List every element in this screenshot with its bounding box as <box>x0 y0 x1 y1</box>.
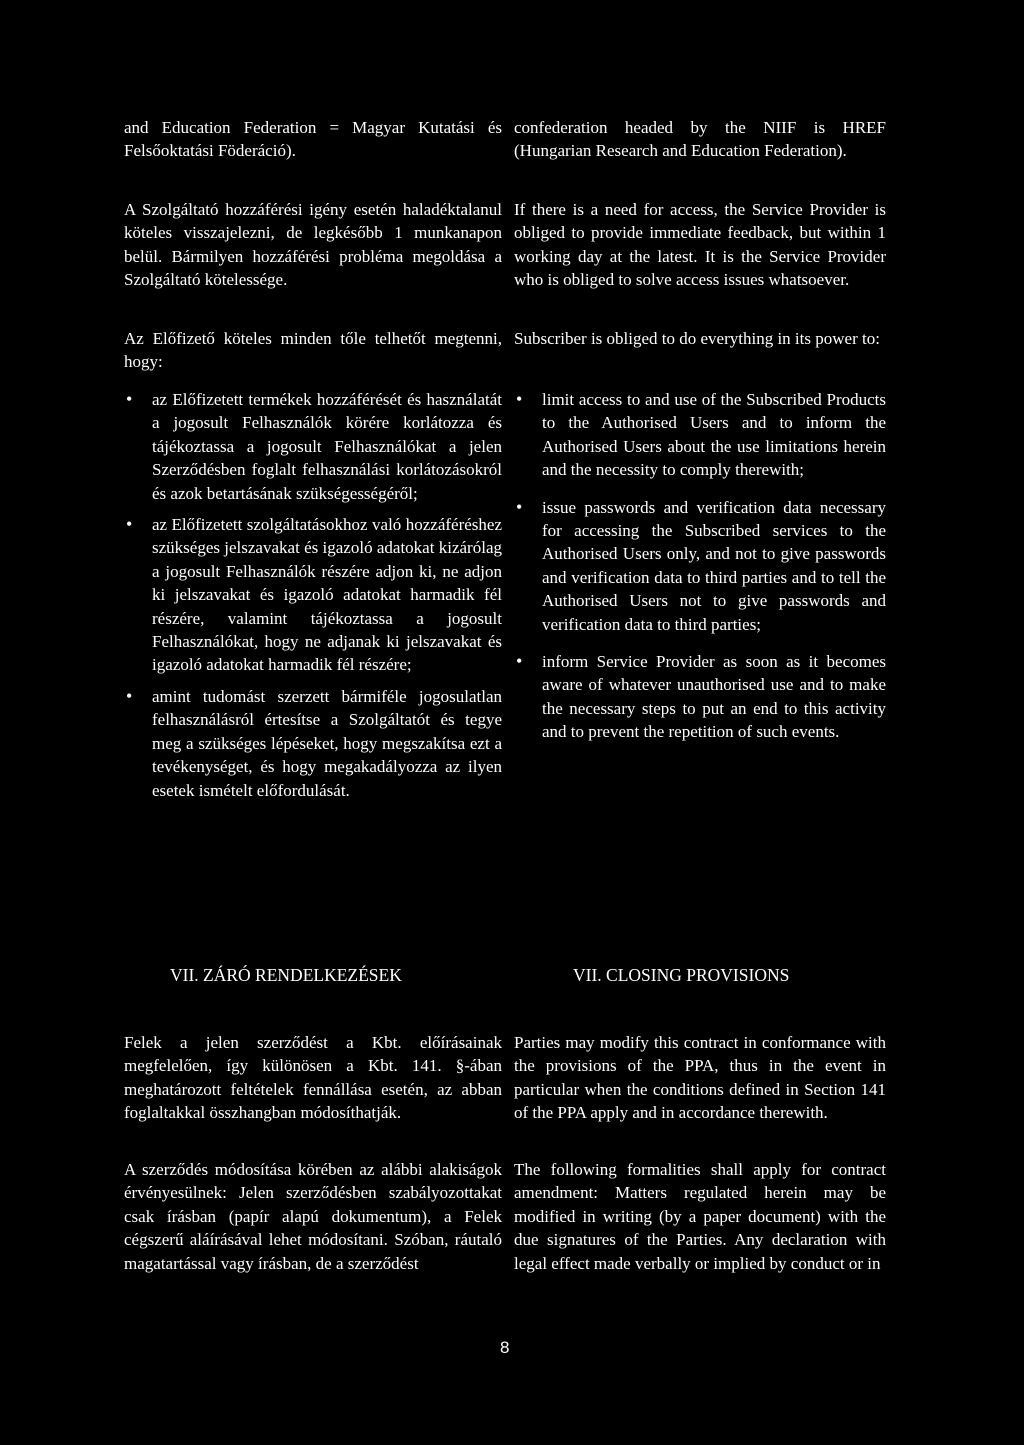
left-paragraph-3: Az Előfizető köteles minden tőle telhetőt megtenni, hogy: <box>124 329 502 372</box>
left-bullet-3: • amint tudomást szerzett bármiféle jogosulatlan felhasználásról értesítse a Szolgáltatót és tegye meg a szükséges lépéseket, hogy megszakítsa ezt a tevékenységet, és hogy megakadályozza az ilyen esetek ismételt előfordulását. <box>124 685 502 802</box>
page-number: 8 <box>500 1338 510 1357</box>
right-bullet-list <box>514 388 886 758</box>
section-heading-hungarian: VII. ZÁRÓ RENDELKEZÉSEK <box>170 965 402 985</box>
right-paragraph-1: confederation headed by the NIIF is HREF (Hungarian Research and Education Federation). <box>514 118 886 161</box>
right-paragraph-5: The following formalities shall apply for contract amendment: Matters regulated herein may be modified in writing (by a paper document) with the due signatures of the Parties. Any declaration with legal effect made verbally or implied by conduct or in <box>514 1160 886 1273</box>
right-paragraph-3: Subscriber is obliged to do everything in its power to: <box>514 329 880 348</box>
right-bullet-2: • issue passwords and verification data necessary for accessing the Subscribed services to the Authorised Users only, and not to give passwords and verification data to third parties and to tell the Authorised Users not to give passwords and verification data to third parties; <box>514 496 886 636</box>
right-paragraph-2: If there is a need for access, the Service Provider is obliged to provide immediate feedback, but within 1 working day at the latest. It is the Service Provider who is obliged to solve access issues whatsoever. <box>514 200 886 290</box>
left-paragraph-1: and Education Federation = Magyar Kutatási és Felsőoktatási Föderáció). <box>124 118 502 161</box>
left-paragraph-5: A szerződés módosítása körében az alábbi alakiságok érvényesülnek: Jelen szerződésben szabályozottakat csak írásban (papír alapú dokumentum), a Felek cégszerű aláírásával lehet módosítani. Szóban, ráutaló magatartással vagy írásban, de a szerződést <box>124 1160 502 1273</box>
left-paragraph-4: Felek a jelen szerződést a Kbt. előírásainak megfelelően, így különösen a Kbt. 141. §-ában meghatározott feltételek fennállása esetén, az abban foglaltakkal összhangban módosíthatják. <box>124 1033 502 1123</box>
left-paragraph-2: A Szolgáltató hozzáférési igény esetén haladéktalanul köteles visszajelezni, de legkésőbb 1 munkanapon belül. Bármilyen hozzáférési probléma megoldása a Szolgáltató kötelessége. <box>124 200 502 290</box>
right-bullet-3: • inform Service Provider as soon as it becomes aware of whatever unauthorised use and to make the necessary steps to put an end to this activity and to prevent the repetition of such events. <box>514 650 886 744</box>
section-heading-english: VII. CLOSING PROVISIONS <box>573 965 790 985</box>
left-bullet-2: • az Előfizetett szolgáltatásokhoz való hozzáféréshez szükséges jelszavakat és igazoló adatokat kizárólag a jogosult Felhasználók részére adjon ki, ne adjon ki jelszavakat és igazoló adatokat harmadik fél részére, valamint tájékoztassa a jogosult Felhasználókat, hogy ne adjanak ki jelszavakat és igazoló adatokat harmadik fél részére; <box>124 513 502 677</box>
right-paragraph-4: Parties may modify this contract in conformance with the provisions of the PPA, thus in the event in particular when the conditions defined in Section 141 of the PPA apply and in accordance therewith. <box>514 1033 886 1123</box>
left-bullet-list <box>124 388 502 810</box>
left-bullet-1: • az Előfizetett termékek hozzáférését és használatát a jogosult Felhasználók körére korlátozza és tájékoztassa a jogosult Felhasználókat a jelen Szerződésben foglalt felhasználási korlátozásokról és azok betartásának szükségességéről; <box>124 388 502 505</box>
right-bullet-1: • limit access to and use of the Subscribed Products to the Authorised Users and to inform the Authorised Users about the use limitations herein and the necessity to comply therewith; <box>514 388 886 482</box>
